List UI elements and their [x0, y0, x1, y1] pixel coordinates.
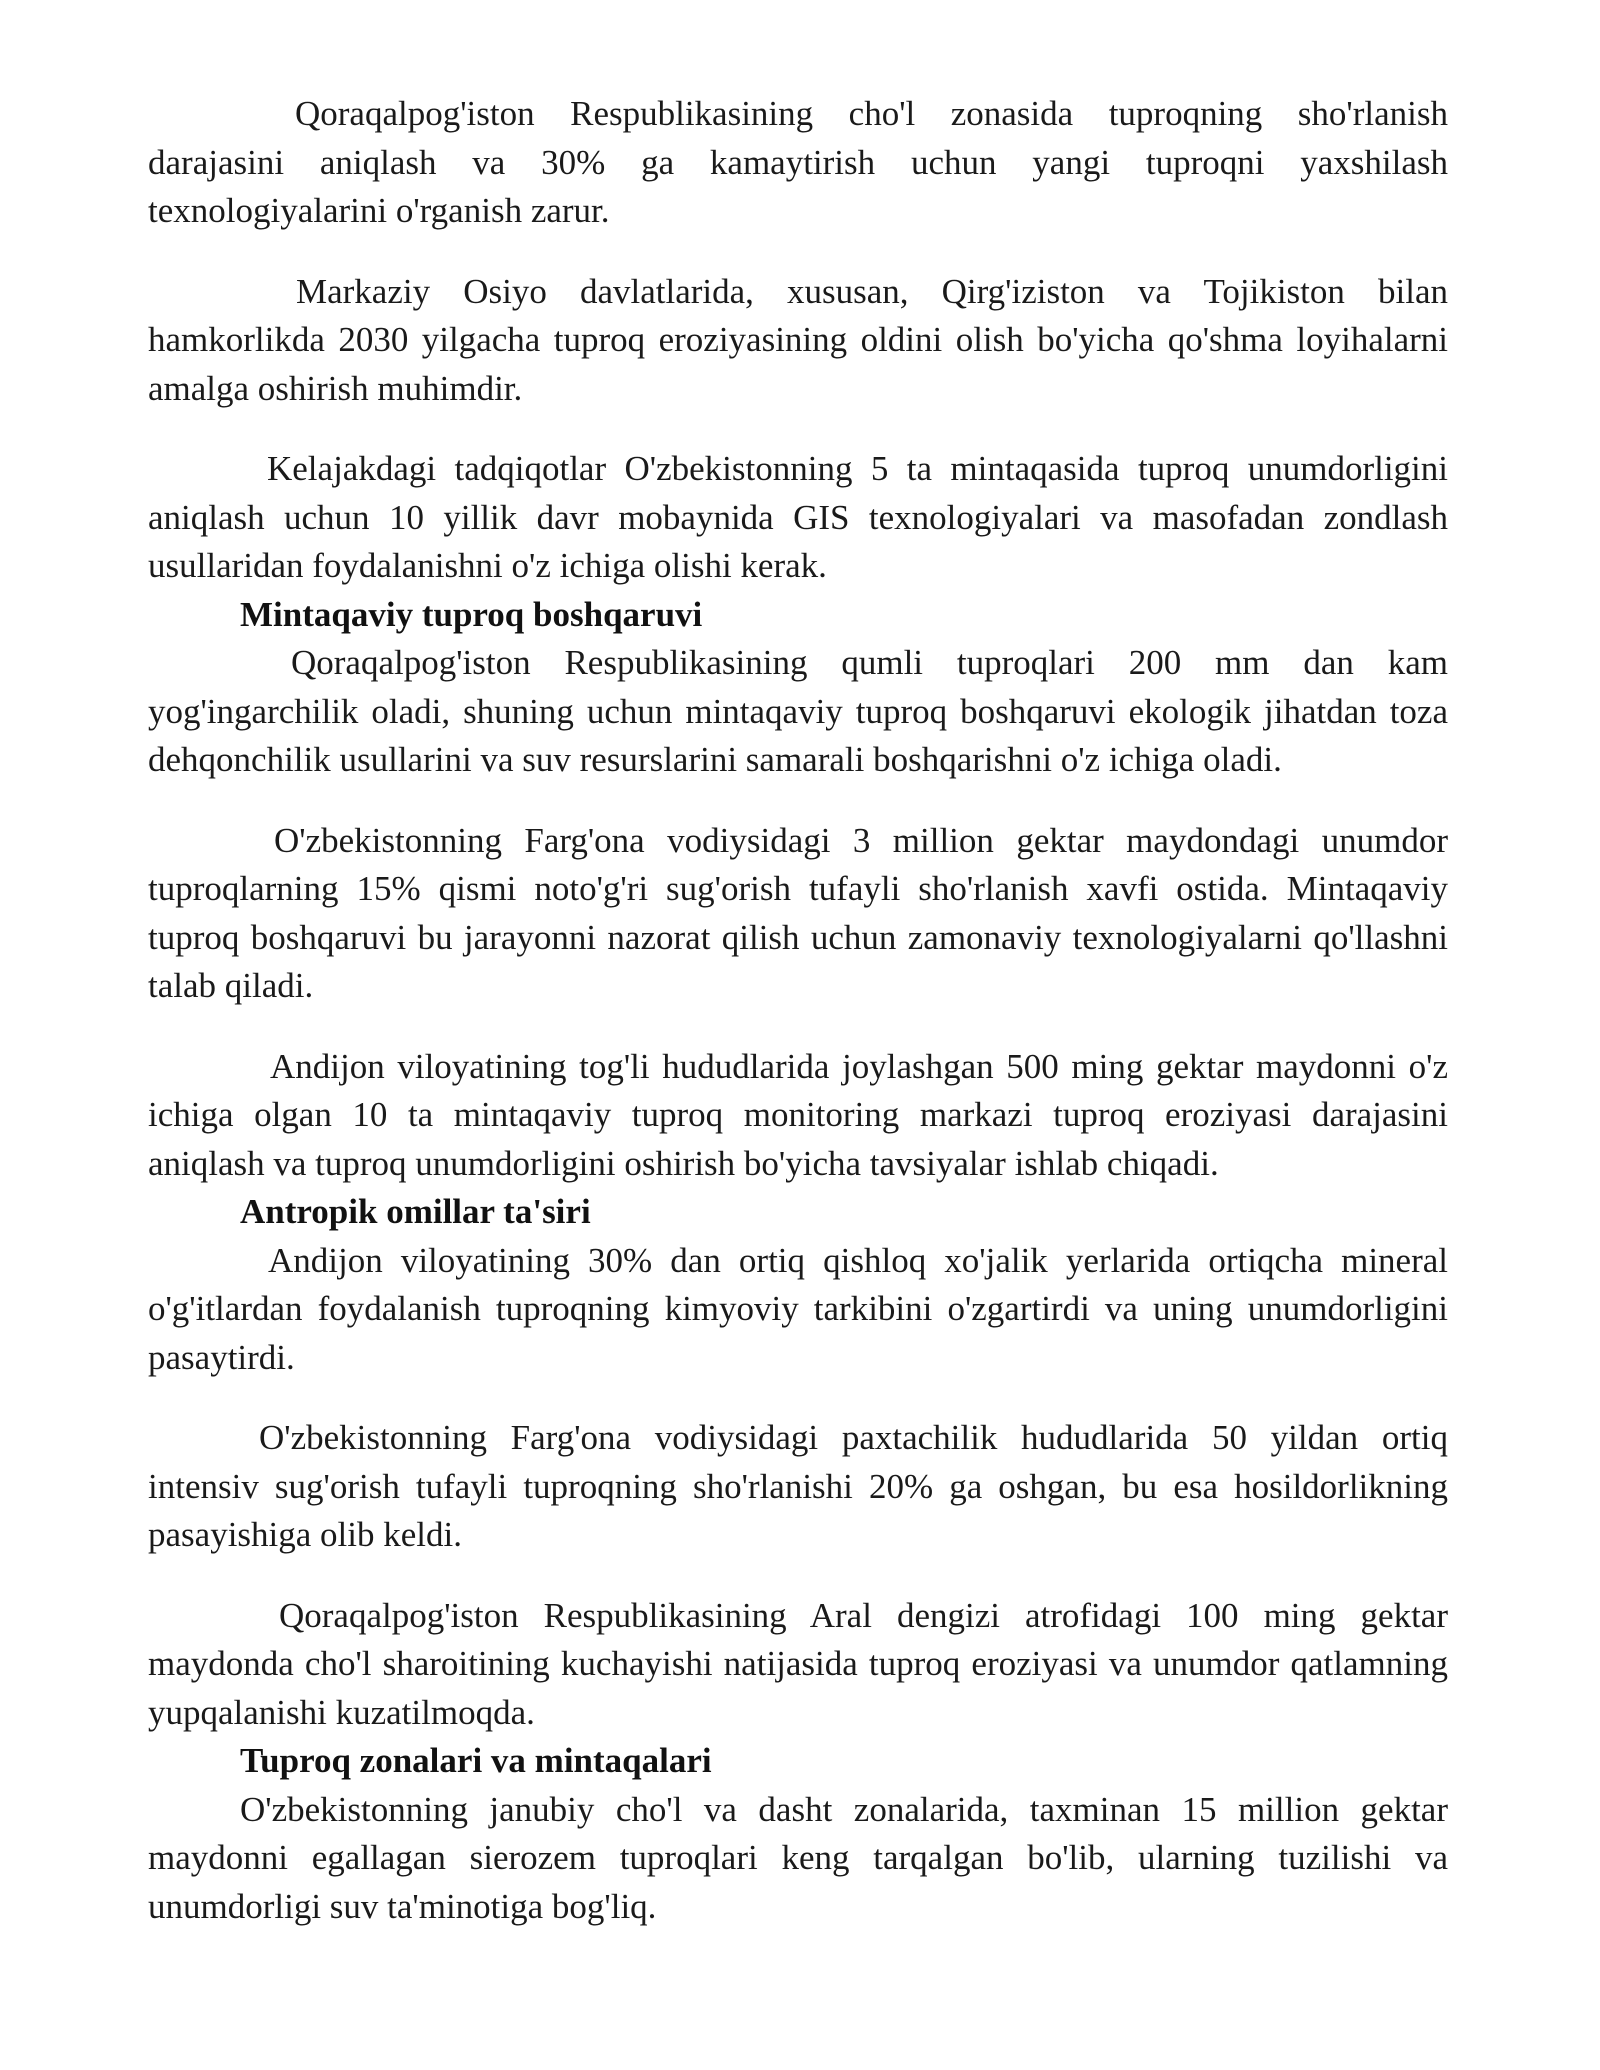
document-page: [148, 90, 1448, 1931]
section-heading-anthropogenic-factors: Antropik omillar ta'siri: [240, 1192, 591, 1231]
paragraph-sierozem-soils: O'zbekistonning janubiy cho'l va dasht zonalarida, taxminan 15 million gektar maydonni egallagan sierozem tuproqlari keng tarqalgan bo'lib, ularning tuzilishi va unumdorligi suv ta'minotiga bog'liq.: [148, 1789, 1448, 1926]
section-heading-soil-zones: Tuproq zonalari va mintaqalari: [240, 1741, 712, 1780]
section-heading-regional-management: Mintaqaviy tuproq boshqaruvi: [240, 594, 703, 634]
paragraph-central-asia-cooperation: Markaziy Osiyo davlatlarida, xususan, Qirg'iziston va Tojikiston bilan hamkorlikda 2030 yilgacha tuproq eroziyasining oldini olish bo'yicha qo'shma loyihalarni amalga oshirish muhimdir.: [148, 271, 1448, 408]
paragraph-cotton-irrigation: O'zbekistonning Farg'ona vodiysidagi paxtachilik hududlarida 50 yildan ortiq intensiv sug'orish tufayli tuproqning sho'rlanishi 20% ga oshgan, bu esa hosildorlikning pasayishiga olib keldi.: [148, 1418, 1448, 1554]
paragraph-andijan-monitoring: Andijon viloyatining tog'li hududlarida joylashgan 500 ming gektar maydonni o'z ichiga olgan 10 ta mintaqaviy tuproq monitoring markazi tuproq eroziyasi darajasini aniqlash va tuproq unumdorligini oshirish bo'yicha tavsiyalar ishlab chiqadi.: [148, 1046, 1448, 1183]
paragraph-sandy-soils: Qoraqalpog'iston Respublikasining qumli tuproqlari 200 mm dan kam yog'ingarchilik oladi, shuning uchun mintaqaviy tuproq boshqaruvi ekologik jihatdan toza dehqonchilik usullarini va suv resurslarini samarali boshqarishni o'z ichiga oladi.: [148, 643, 1448, 779]
paragraph-mineral-fertilizers: Andijon viloyatining 30% dan ortiq qishloq xo'jalik yerlarida ortiqcha mineral o'g'itlardan foydalanish tuproqning kimyoviy tarkibini o'zgartirdi va uning unumdorligini pasaytirdi.: [148, 1240, 1448, 1377]
paragraph-aral-sea-erosion: Qoraqalpog'iston Respublikasining Aral dengizi atrofidagi 100 ming gektar maydonda cho'l sharoitining kuchayishi natijasida tuproq eroziyasi va unumdor qatlamning yupqalanishi kuzatilmoqda.: [148, 1595, 1448, 1732]
paragraph-fergana-salinity-risk: O'zbekistonning Farg'ona vodiysidagi 3 million gektar maydondagi unumdor tuproqlarning 15% qismi noto'g'ri sug'orish tufayli sho'rlanish xavfi ostida. Mintaqaviy tuproq boshqaruvi bu jarayonni nazorat qilish uchun zamonaviy texnologiyalarni qo'llashni talab qiladi.: [148, 820, 1448, 1005]
paragraph-salinity-karakalpakstan: Qoraqalpog'iston Respublikasining cho'l zonasida tuproqning sho'rlanish darajasini aniqlash va 30% ga kamaytirish uchun yangi tuproqni yaxshilash texnologiyalarini o'rganish zarur.: [148, 94, 1448, 230]
paragraph-future-research: Kelajakdagi tadqiqotlar O'zbekistonning 5 ta mintaqasida tuproq unumdorligini aniqlash uchun 10 yillik davr mobaynida GIS texnologiyalari va masofadan zondlash usullaridan foydalanishni o'z ichiga olishi kerak.: [148, 449, 1448, 585]
